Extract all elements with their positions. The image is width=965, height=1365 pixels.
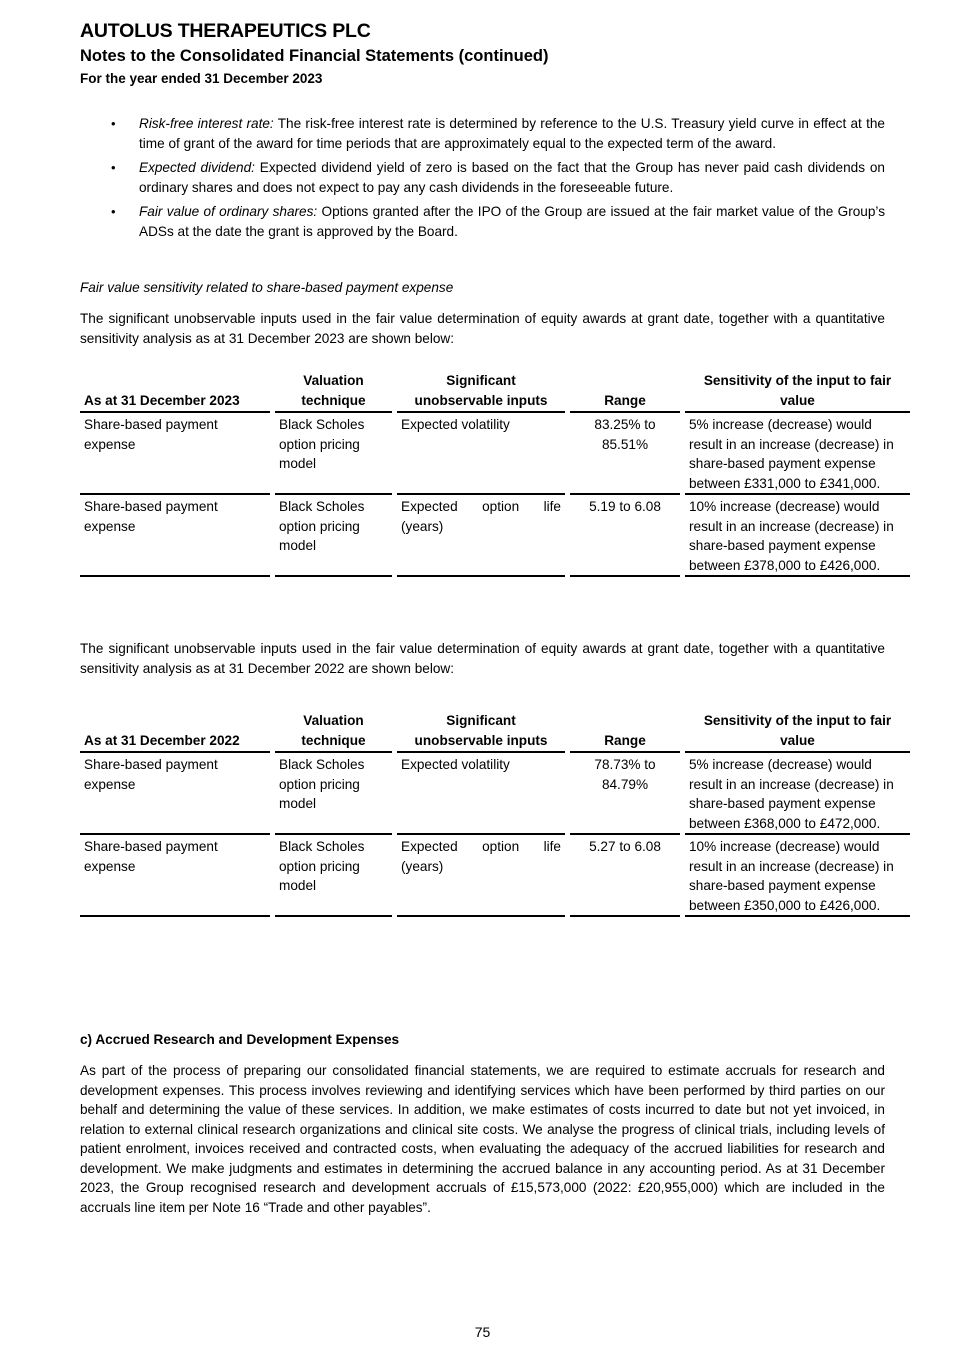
page-number: 75 bbox=[474, 1324, 491, 1340]
sensitivity-table-2022 bbox=[75, 711, 915, 917]
bullet-text: The risk-free interest rate is determined by reference to the U.S. Treasury yield curve in effect at the time of grant of the award for time periods that are approximately equal to the expected term of the award. bbox=[139, 116, 885, 151]
column-header: Significant unobservable inputs bbox=[397, 711, 565, 753]
cell-input: Expected option life (years) bbox=[397, 835, 565, 917]
cell-range: 78.73% to 84.79% bbox=[570, 753, 680, 835]
bullet-text: Expected dividend yield of zero is based on the fact that the Group has never paid cash dividends on ordinary shares and does not expect to pay any cash dividends in the foreseeable future. bbox=[139, 160, 885, 195]
assumptions-bullet-list bbox=[80, 114, 885, 246]
sensitivity-table-2023 bbox=[75, 371, 915, 577]
cell-technique: Black Scholes option pricing model bbox=[275, 835, 392, 917]
sensitivity-section-title: Fair value sensitivity related to share-based payment expense bbox=[80, 280, 454, 295]
bullet-icon: • bbox=[111, 160, 116, 175]
table-header-row bbox=[80, 371, 910, 413]
section-c-heading: c) Accrued Research and Development Expenses bbox=[80, 1032, 400, 1047]
table-row bbox=[80, 495, 910, 577]
cell-technique: Black Scholes option pricing model bbox=[275, 495, 392, 577]
intro-paragraph-2022: The significant unobservable inputs used in the fair value determination of equity awards at grant date, together with a quantitative sensitivity analysis as at 31 December 2022 are shown below: bbox=[80, 641, 885, 676]
column-header: As at 31 December 2023 bbox=[80, 371, 270, 413]
bullet-term: Risk-free interest rate: bbox=[139, 116, 274, 131]
column-header: Sensitivity of the input to fair value bbox=[685, 371, 910, 413]
bullet-text: Options granted after the IPO of the Group are issued at the fair market value of the Group’s ADSs at the date the grant is approved by the Board. bbox=[139, 204, 885, 239]
cell-range: 5.27 to 6.08 bbox=[570, 835, 680, 917]
cell-item: Share-based payment expense bbox=[80, 753, 270, 835]
cell-input: Expected volatility bbox=[397, 413, 565, 495]
cell-technique: Black Scholes option pricing model bbox=[275, 413, 392, 495]
section-c-paragraph: As part of the process of preparing our consolidated financial statements, we are required to estimate accruals for research and development expenses. This process involves reviewing and identifying services which have been performed by third parties on our behalf and determining the value of these services. In addition, we make estimates of costs incurred to date but not yet invoiced, in relation to external clinical research organizations and clinical site costs. We analyse the progress of clinical trials, including levels of patient enrolment, invoices received and contracted costs, when evaluating the adequacy of the accrued liabilities for research and development. We make judgments and estimates in determining the accrued balance in any accounting period. As at 31 December 2023, the Group recognised research and development accruals of £15,573,000 (2022: £20,955,000) which are included in the accruals line item per Note 16 “Trade and other payables”. bbox=[80, 1063, 885, 1215]
bullet-icon: • bbox=[111, 116, 116, 131]
cell-range: 5.19 to 6.08 bbox=[570, 495, 680, 577]
bullet-fair-value-shares bbox=[80, 202, 885, 241]
column-header: As at 31 December 2022 bbox=[80, 711, 270, 753]
column-header: Significant unobservable inputs bbox=[397, 371, 565, 413]
cell-range: 83.25% to 85.51% bbox=[570, 413, 680, 495]
cell-item: Share-based payment expense bbox=[80, 835, 270, 917]
column-header: Range bbox=[570, 371, 680, 413]
table-row bbox=[80, 835, 910, 917]
cell-sensitivity: 5% increase (decrease) would result in an increase (decrease) in share-based payment expense between £368,000 to £472,000. bbox=[685, 753, 910, 835]
cell-sensitivity: 5% increase (decrease) would result in an increase (decrease) in share-based payment expense between £331,000 to £341,000. bbox=[685, 413, 910, 495]
cell-technique: Black Scholes option pricing model bbox=[275, 753, 392, 835]
bullet-expected-dividend bbox=[80, 158, 885, 197]
column-header: Range bbox=[570, 711, 680, 753]
column-header: Valuation technique bbox=[275, 371, 392, 413]
column-header: Valuation technique bbox=[275, 711, 392, 753]
company-name: AUTOLUS THERAPEUTICS PLC bbox=[80, 20, 371, 42]
cell-sensitivity: 10% increase (decrease) would result in an increase (decrease) in share-based payment expense between £350,000 to £426,000. bbox=[685, 835, 910, 917]
table-row bbox=[80, 413, 910, 495]
column-header: Sensitivity of the input to fair value bbox=[685, 711, 910, 753]
reporting-period: For the year ended 31 December 2023 bbox=[80, 71, 323, 86]
cell-input: Expected volatility bbox=[397, 753, 565, 835]
table-row bbox=[80, 753, 910, 835]
cell-item: Share-based payment expense bbox=[80, 495, 270, 577]
bullet-term: Expected dividend: bbox=[139, 160, 255, 175]
cell-input: Expected option life (years) bbox=[397, 495, 565, 577]
bullet-risk-free-rate bbox=[80, 114, 885, 153]
intro-paragraph-2023: The significant unobservable inputs used in the fair value determination of equity awards at grant date, together with a quantitative sensitivity analysis as at 31 December 2023 are shown below: bbox=[80, 311, 885, 346]
table-header-row bbox=[80, 711, 910, 753]
cell-item: Share-based payment expense bbox=[80, 413, 270, 495]
bullet-term: Fair value of ordinary shares: bbox=[139, 204, 318, 219]
cell-sensitivity: 10% increase (decrease) would result in an increase (decrease) in share-based payment expense between £378,000 to £426,000. bbox=[685, 495, 910, 577]
document-subtitle: Notes to the Consolidated Financial Statements (continued) bbox=[80, 47, 549, 65]
bullet-icon: • bbox=[111, 204, 116, 219]
